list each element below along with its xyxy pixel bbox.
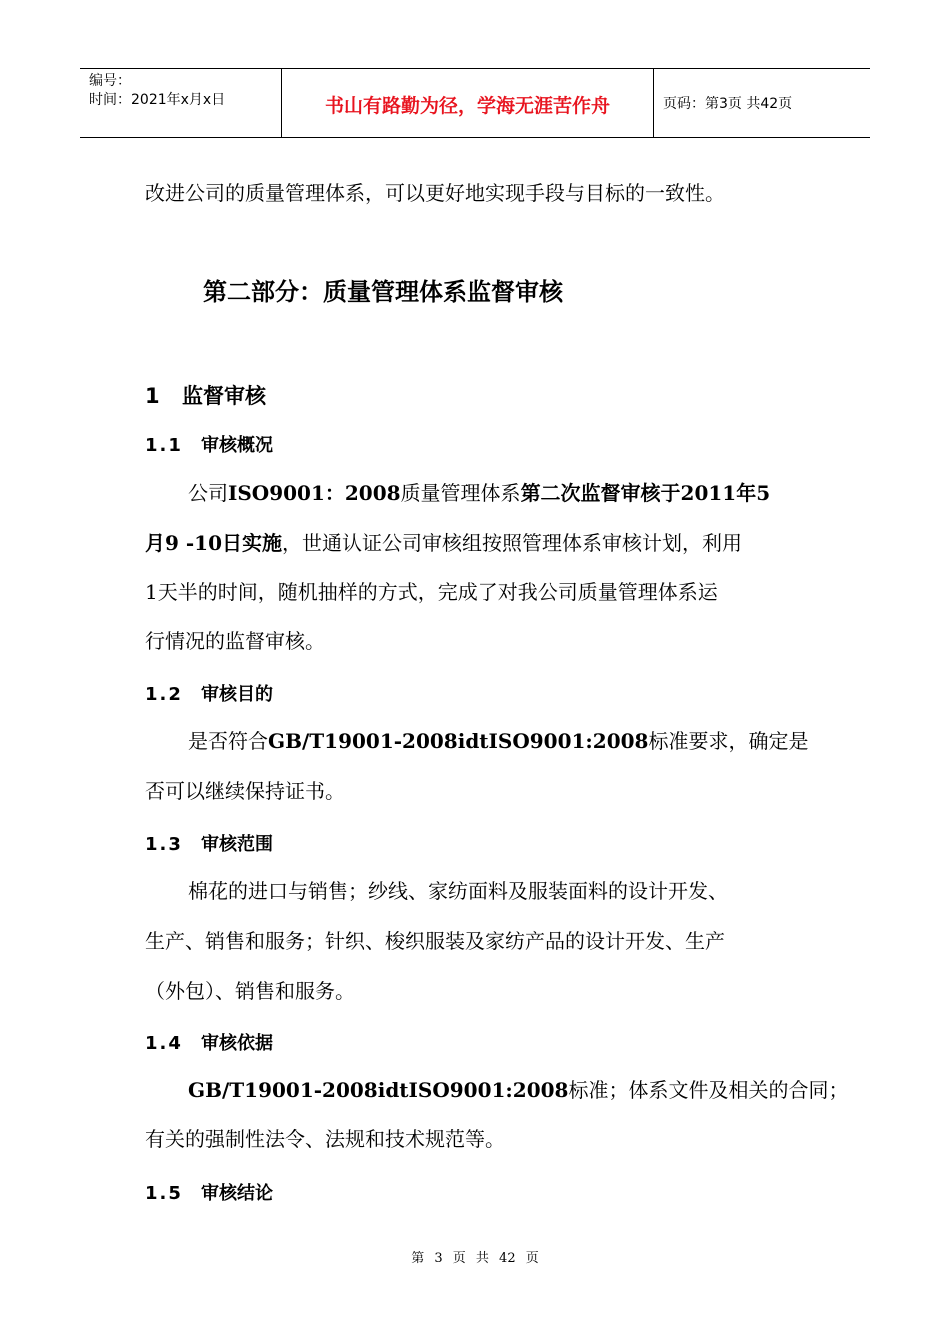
paragraph-1-1-line-4: 行情况的监督审核。 [145,629,325,653]
header-motto-cell [282,69,654,137]
text-run: 标准；体系文件及相关的合同； [568,1078,849,1102]
subsection-number: 1.2 [145,684,183,705]
text-run: 质量管理体系 [400,481,521,505]
text-run: ，世通认证公司审核组按照管理体系审核计划，利用 [282,531,743,555]
paragraph-1-4-line-1 [145,1065,849,1115]
header-page-info: 页码：第3页 共42页 [663,96,793,112]
subsection-title: 审核概况 [201,435,273,456]
header-motto: 书山有路勤为径，学海无涯苦作舟 [324,94,610,117]
page-footer: 第 3 页 共 42 页 [411,1251,539,1266]
paragraph-1-1-line-3: 1天半的时间，随机抽样的方式，完成了对我公司质量管理体系运 [145,580,718,604]
paragraph-1-3-line-3: （外包）、销售和服务。 [145,979,355,1003]
subsection-number: 1.5 [145,1183,183,1204]
subsection-heading-1-4 [145,1029,273,1055]
subsection-heading-1-5 [145,1179,273,1205]
subsection-title: 审核结论 [201,1183,273,1204]
section-number: 1 [145,384,160,408]
text-run-bold: 第二次监督审核于2011年5 [520,481,771,505]
page-header [80,68,870,138]
text-run: 标准要求，确定是 [648,729,809,753]
paragraph-1-1-line-2 [145,518,815,568]
text-run-bold: 月9 -10日实施 [145,531,283,555]
intro-paragraph: 改进公司的质量管理体系，可以更好地实现手段与目标的一致性。 [145,181,725,205]
text-run: 是否符合 [188,729,268,753]
paragraph-1-2-line-1 [145,716,815,766]
subsection-heading-1-2 [145,680,273,706]
subsection-title: 审核范围 [201,834,273,855]
header-page-cell [654,69,870,137]
text-run-bold: GB/T19001-2008idtISO9001:2008 [188,1078,569,1102]
subsection-title: 审核目的 [201,684,273,705]
subsection-number: 1.1 [145,435,183,456]
section-title: 监督审核 [182,384,266,408]
part-title: 第二部分：质量管理体系监督审核 [203,278,563,306]
subsection-number: 1.3 [145,834,183,855]
document-number-label: 编号： [89,73,131,89]
subsection-heading-1-1 [145,431,273,457]
subsection-heading-1-3 [145,830,273,856]
section-heading-1 [145,380,266,410]
subsection-number: 1.4 [145,1033,183,1054]
text-run: 公司 [188,481,228,505]
text-run-bold: GB/T19001-2008idtISO9001:2008 [268,729,649,753]
paragraph-1-3-line-1: 棉花的进口与销售；纱线、家纺面料及服装面料的设计开发、 [188,879,728,903]
paragraph-1-3-line-2: 生产、销售和服务；针织、梭织服装及家纺产品的设计开发、生产 [145,929,725,953]
subsection-title: 审核依据 [201,1033,273,1054]
paragraph-1-4-line-2: 有关的强制性法令、法规和技术规范等。 [145,1127,505,1151]
document-time-label: 时间：2021年x月x日 [89,92,226,108]
paragraph-1-1-line-1 [145,468,815,518]
paragraph-1-2-line-2: 否可以继续保持证书。 [145,779,345,803]
header-meta-cell [80,69,282,137]
text-run-bold: ISO9001：2008 [228,481,401,505]
